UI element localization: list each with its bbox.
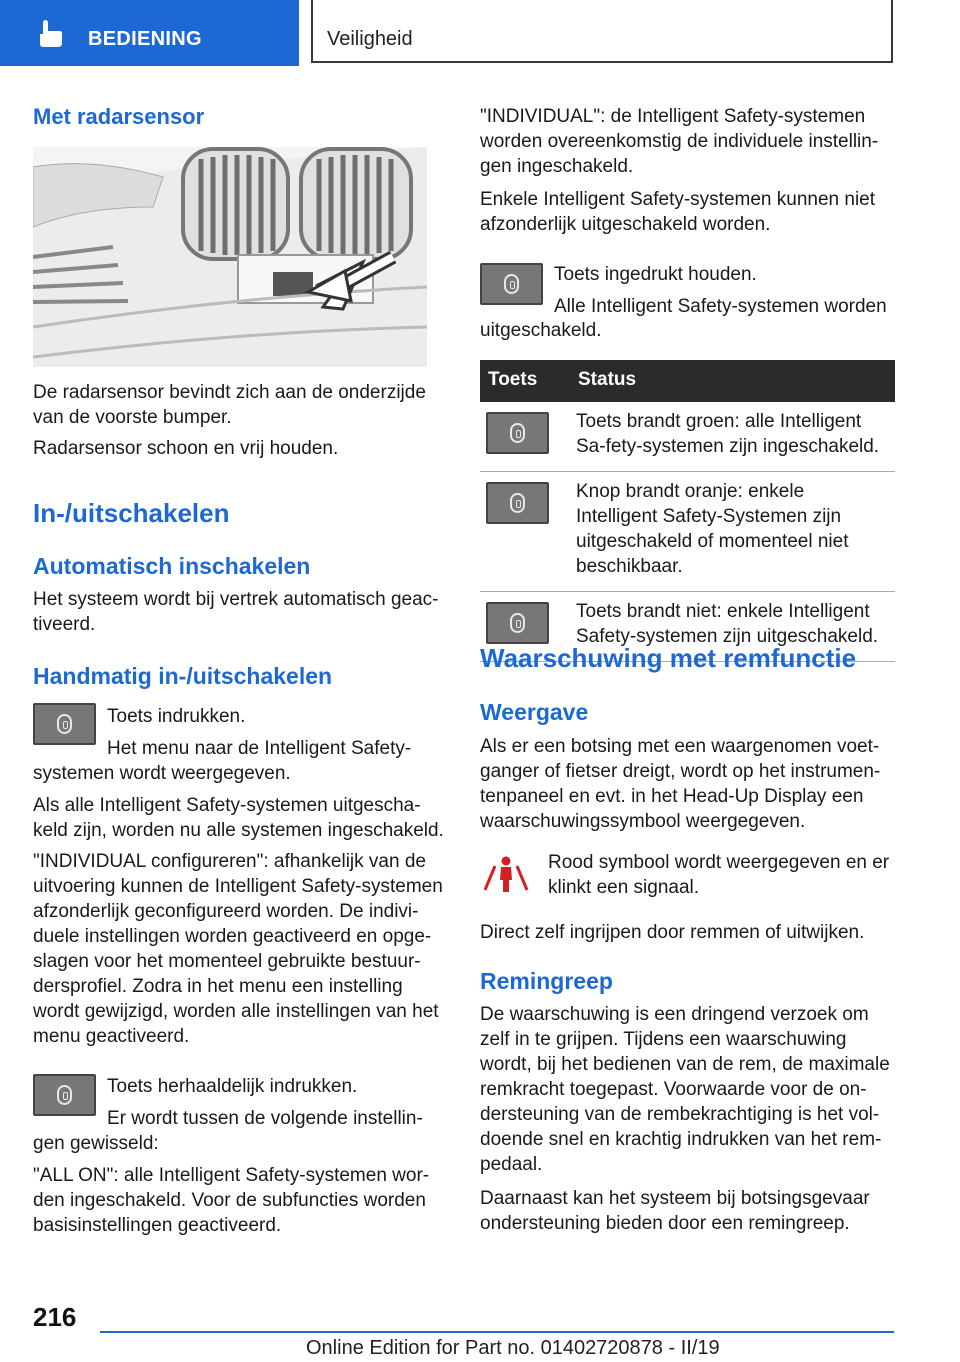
hold-step-continuation: uitgeschakeld. — [480, 320, 602, 341]
hold-step-detail: Alle Intelligent Safety-systemen worden — [554, 296, 887, 317]
brake-paragraph-2: Daarnaast kan het systeem bij botsingsgevaar ondersteuning bieden door een remingreep. — [480, 1188, 870, 1234]
section-tab-label: Veiligheid — [327, 28, 413, 50]
safety-button-icon — [33, 1074, 96, 1116]
manual-step-1: Toets indrukken. — [107, 706, 246, 727]
heading-waarschuwing: Waarschuwing met remfunctie — [480, 643, 857, 673]
column-header-toets: Toets — [480, 360, 570, 402]
manual-paragraph-3: "INDIVIDUAL configureren": afhankelijk van de uitvoering kunnen de Intelligent Safety-systemen afzonderlijk geconfigureerd worden. De indivi‐duele instellingen worden geactiveerd en opge‐slagen voor het momenteel gebruikte bestuur‐dersprofiel. Zodra in het menu een instelling wordt gewijzigd, worden alle instellingen van het menu geactiveerd. — [33, 851, 443, 1047]
page-number: 216 — [33, 1302, 77, 1332]
footer-divider — [100, 1331, 894, 1333]
status-cell: Toets brandt groen: alle Intelligent Sa‐fety-systemen zijn ingeschakeld. — [570, 402, 895, 472]
status-cell: Toets brandt niet: enkele Intelligent Safety-systemen zijn uitgeschakeld. — [570, 592, 895, 662]
manual-step-2-detail: Er wordt tussen de volgende instellin‐ — [107, 1108, 423, 1129]
heading-weergave: Weergave — [480, 699, 589, 725]
hand-pointer-icon — [36, 20, 66, 48]
manual-step-1-continuation: systemen wordt weergegeven. — [33, 763, 291, 784]
safety-button-icon — [486, 602, 549, 644]
radar-paragraph-1: De radarsensor bevindt zich aan de onderzijde van de voorste bumper. — [33, 382, 426, 428]
status-cell: Knop brandt oranje: enkele Intelligent Safety-Systemen zijn uitgeschakeld of momenteel niet beschikbaar. — [570, 472, 895, 592]
auto-paragraph: Het systeem wordt bij vertrek automatisch geac‐tiveerd. — [33, 589, 439, 635]
manual-step-2: Toets herhaaldelijk indrukken. — [107, 1076, 358, 1097]
manual-paragraph-2: Als alle Intelligent Safety-systemen uitgescha‐keld zijn, worden nu alle systemen ingeschakeld. — [33, 795, 444, 841]
status-table-header — [480, 360, 895, 402]
safety-button-icon — [480, 263, 543, 305]
direct-paragraph: Direct zelf ingrijpen door remmen of uitwijken. — [480, 922, 865, 943]
chapter-tab[interactable] — [0, 0, 299, 66]
individual-paragraph: "INDIVIDUAL": de Intelligent Safety-systemen worden overeenkomstig de individuele instellin‐gen ingeschakeld. — [480, 106, 879, 177]
column-header-status: Status — [570, 360, 895, 402]
brake-paragraph-1: De waarschuwing is een dringend verzoek om zelf in te grijpen. Tijdens een waarschuwing wordt, bij het bedienen van de rem, de maximale remkracht toegepast. Voorwaarde voor de on‐dersteuning van de rembekrachtiging is het vol‐doende snel en krachtig indrukken van het rem‐pedaal. — [480, 1004, 890, 1175]
table-row — [480, 402, 895, 472]
pedestrian-warning-icon — [482, 852, 530, 896]
radar-sensor-photo — [33, 147, 427, 367]
hold-step: Toets ingedrukt houden. — [554, 264, 757, 285]
heading-handmatig: Handmatig in-/uitschakelen — [33, 663, 333, 689]
chapter-tab-label: BEDIENING — [88, 28, 202, 50]
manual-step-1-detail: Het menu naar de Intelligent Safety- — [107, 738, 412, 759]
edition-footer: Online Edition for Part no. 01402720878 - II/19 — [306, 1337, 720, 1359]
section-tab[interactable] — [311, 0, 893, 63]
heading-automatisch: Automatisch inschakelen — [33, 553, 311, 579]
heading-in-uitschakelen: In-/uitschakelen — [33, 498, 230, 528]
radar-paragraph-2: Radarsensor schoon en vrij houden. — [33, 438, 339, 459]
some-systems-paragraph: Enkele Intelligent Safety-systemen kunnen niet afzonderlijk uitgeschakeld worden. — [480, 189, 876, 235]
safety-button-icon — [486, 482, 549, 524]
symbol-paragraph: Rood symbool wordt weergegeven en er klinkt een signaal. — [548, 852, 890, 898]
table-row — [480, 472, 895, 592]
safety-button-icon — [486, 412, 549, 454]
safety-button-icon — [33, 703, 96, 745]
heading-radar: Met radarsensor — [33, 104, 205, 129]
bumper-illustration — [33, 147, 427, 367]
status-table — [480, 360, 895, 662]
heading-remingreep: Remingreep — [480, 968, 613, 994]
allon-paragraph: "ALL ON": alle Intelligent Safety-systemen wor‐den ingeschakeld. Voor de subfuncties worden basisinstellingen geactiveerd. — [33, 1165, 430, 1236]
manual-step-2-continuation: gen gewisseld: — [33, 1133, 159, 1154]
display-paragraph: Als er een botsing met een waargenomen voet‐ganger of fietser dreigt, wordt op het instrumen‐tenpaneel en evt. in het Head-Up Display een waarschuwingssymbool weergegeven. — [480, 736, 881, 832]
